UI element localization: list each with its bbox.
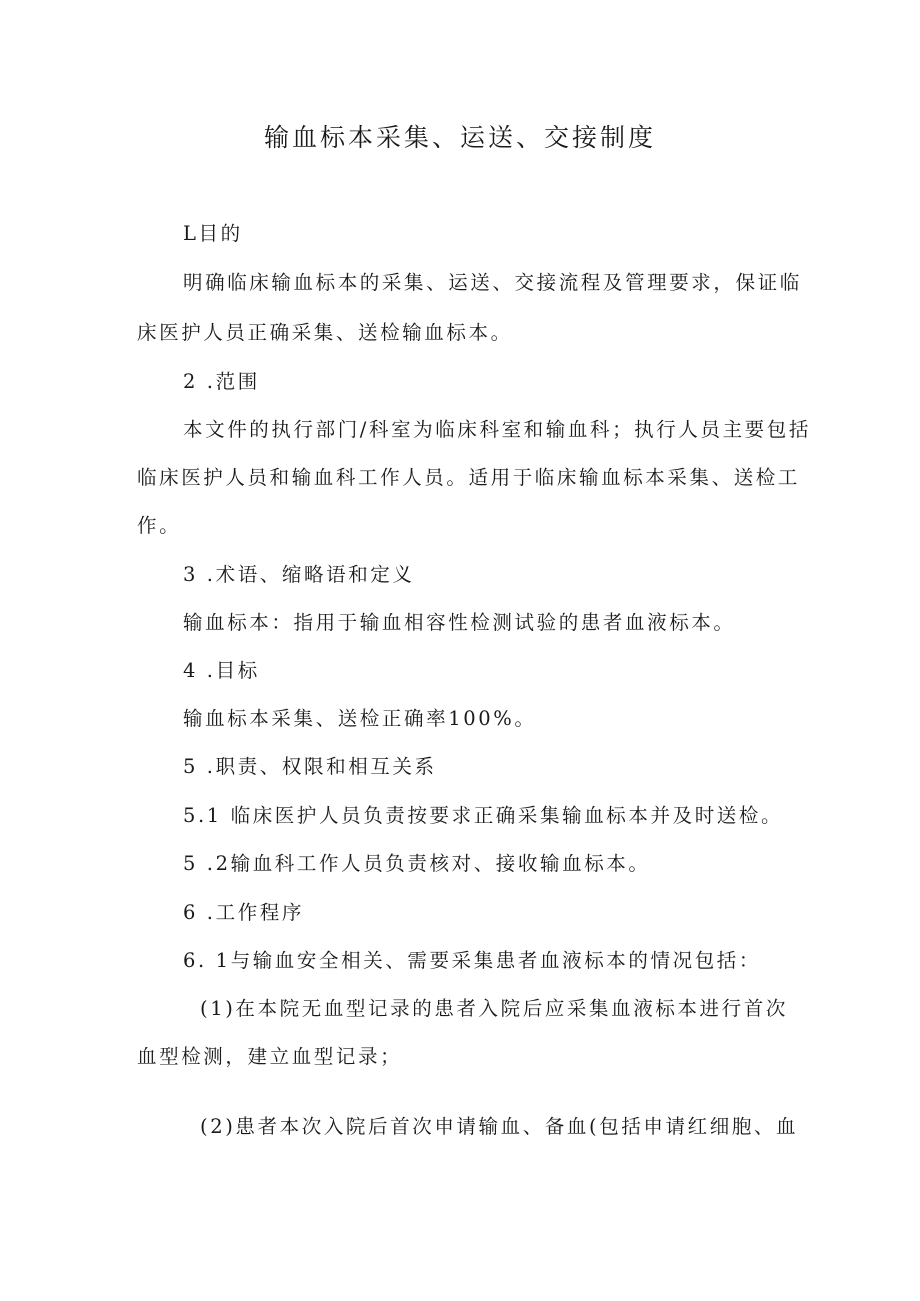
paragraph-line: 5.1 临床医护人员负责按要求正确采集输血标本并及时送检。 xyxy=(183,804,784,827)
document-title: 输血标本采集、运送、交接制度 xyxy=(263,123,656,152)
paragraph-line: 5 .2输血科工作人员负责核对、接收输血标本。 xyxy=(183,852,651,875)
section-6-heading: 6 .工作程序 xyxy=(183,901,305,924)
section-4-heading: 4 .目标 xyxy=(183,659,260,682)
section-2-heading: 2 .范围 xyxy=(183,370,260,393)
paragraph-line: 本文件的执行部门/科室为临床科室和输血科；执行人员主要包括 xyxy=(183,418,811,441)
paragraph-line: 床医护人员正确采集、送检输血标本。 xyxy=(137,321,513,344)
section-3-heading: 3 .术语、缩略语和定义 xyxy=(183,563,415,586)
section-5-heading: 5 .职责、权限和相互关系 xyxy=(183,755,437,778)
list-item-line: 血型检测，建立血型记录； xyxy=(137,1045,403,1068)
paragraph-line: 明确临床输血标本的采集、运送、交接流程及管理要求，保证临 xyxy=(183,271,802,294)
paragraph-line: 临床医护人员和输血科工作人员。适用于临床输血标本采集、送检工 xyxy=(137,466,801,489)
section-1-heading: L目的 xyxy=(183,222,243,245)
paragraph-line: 输血标本采集、送检正确率100%。 xyxy=(183,707,537,730)
paragraph-line: 6. 1与输血安全相关、需要采集患者血液标本的情况包括： xyxy=(183,949,762,972)
list-item-line: (2)患者本次入院后首次申请输血、备血(包括申请红细胞、血 xyxy=(200,1115,799,1138)
paragraph-line: 输血标本：指用于输血相容性检测试验的患者血液标本。 xyxy=(183,611,736,634)
paragraph-line: 作。 xyxy=(137,514,182,537)
list-item-line: (1)在本院无血型记录的患者入院后应采集血液标本进行首次 xyxy=(200,997,788,1020)
